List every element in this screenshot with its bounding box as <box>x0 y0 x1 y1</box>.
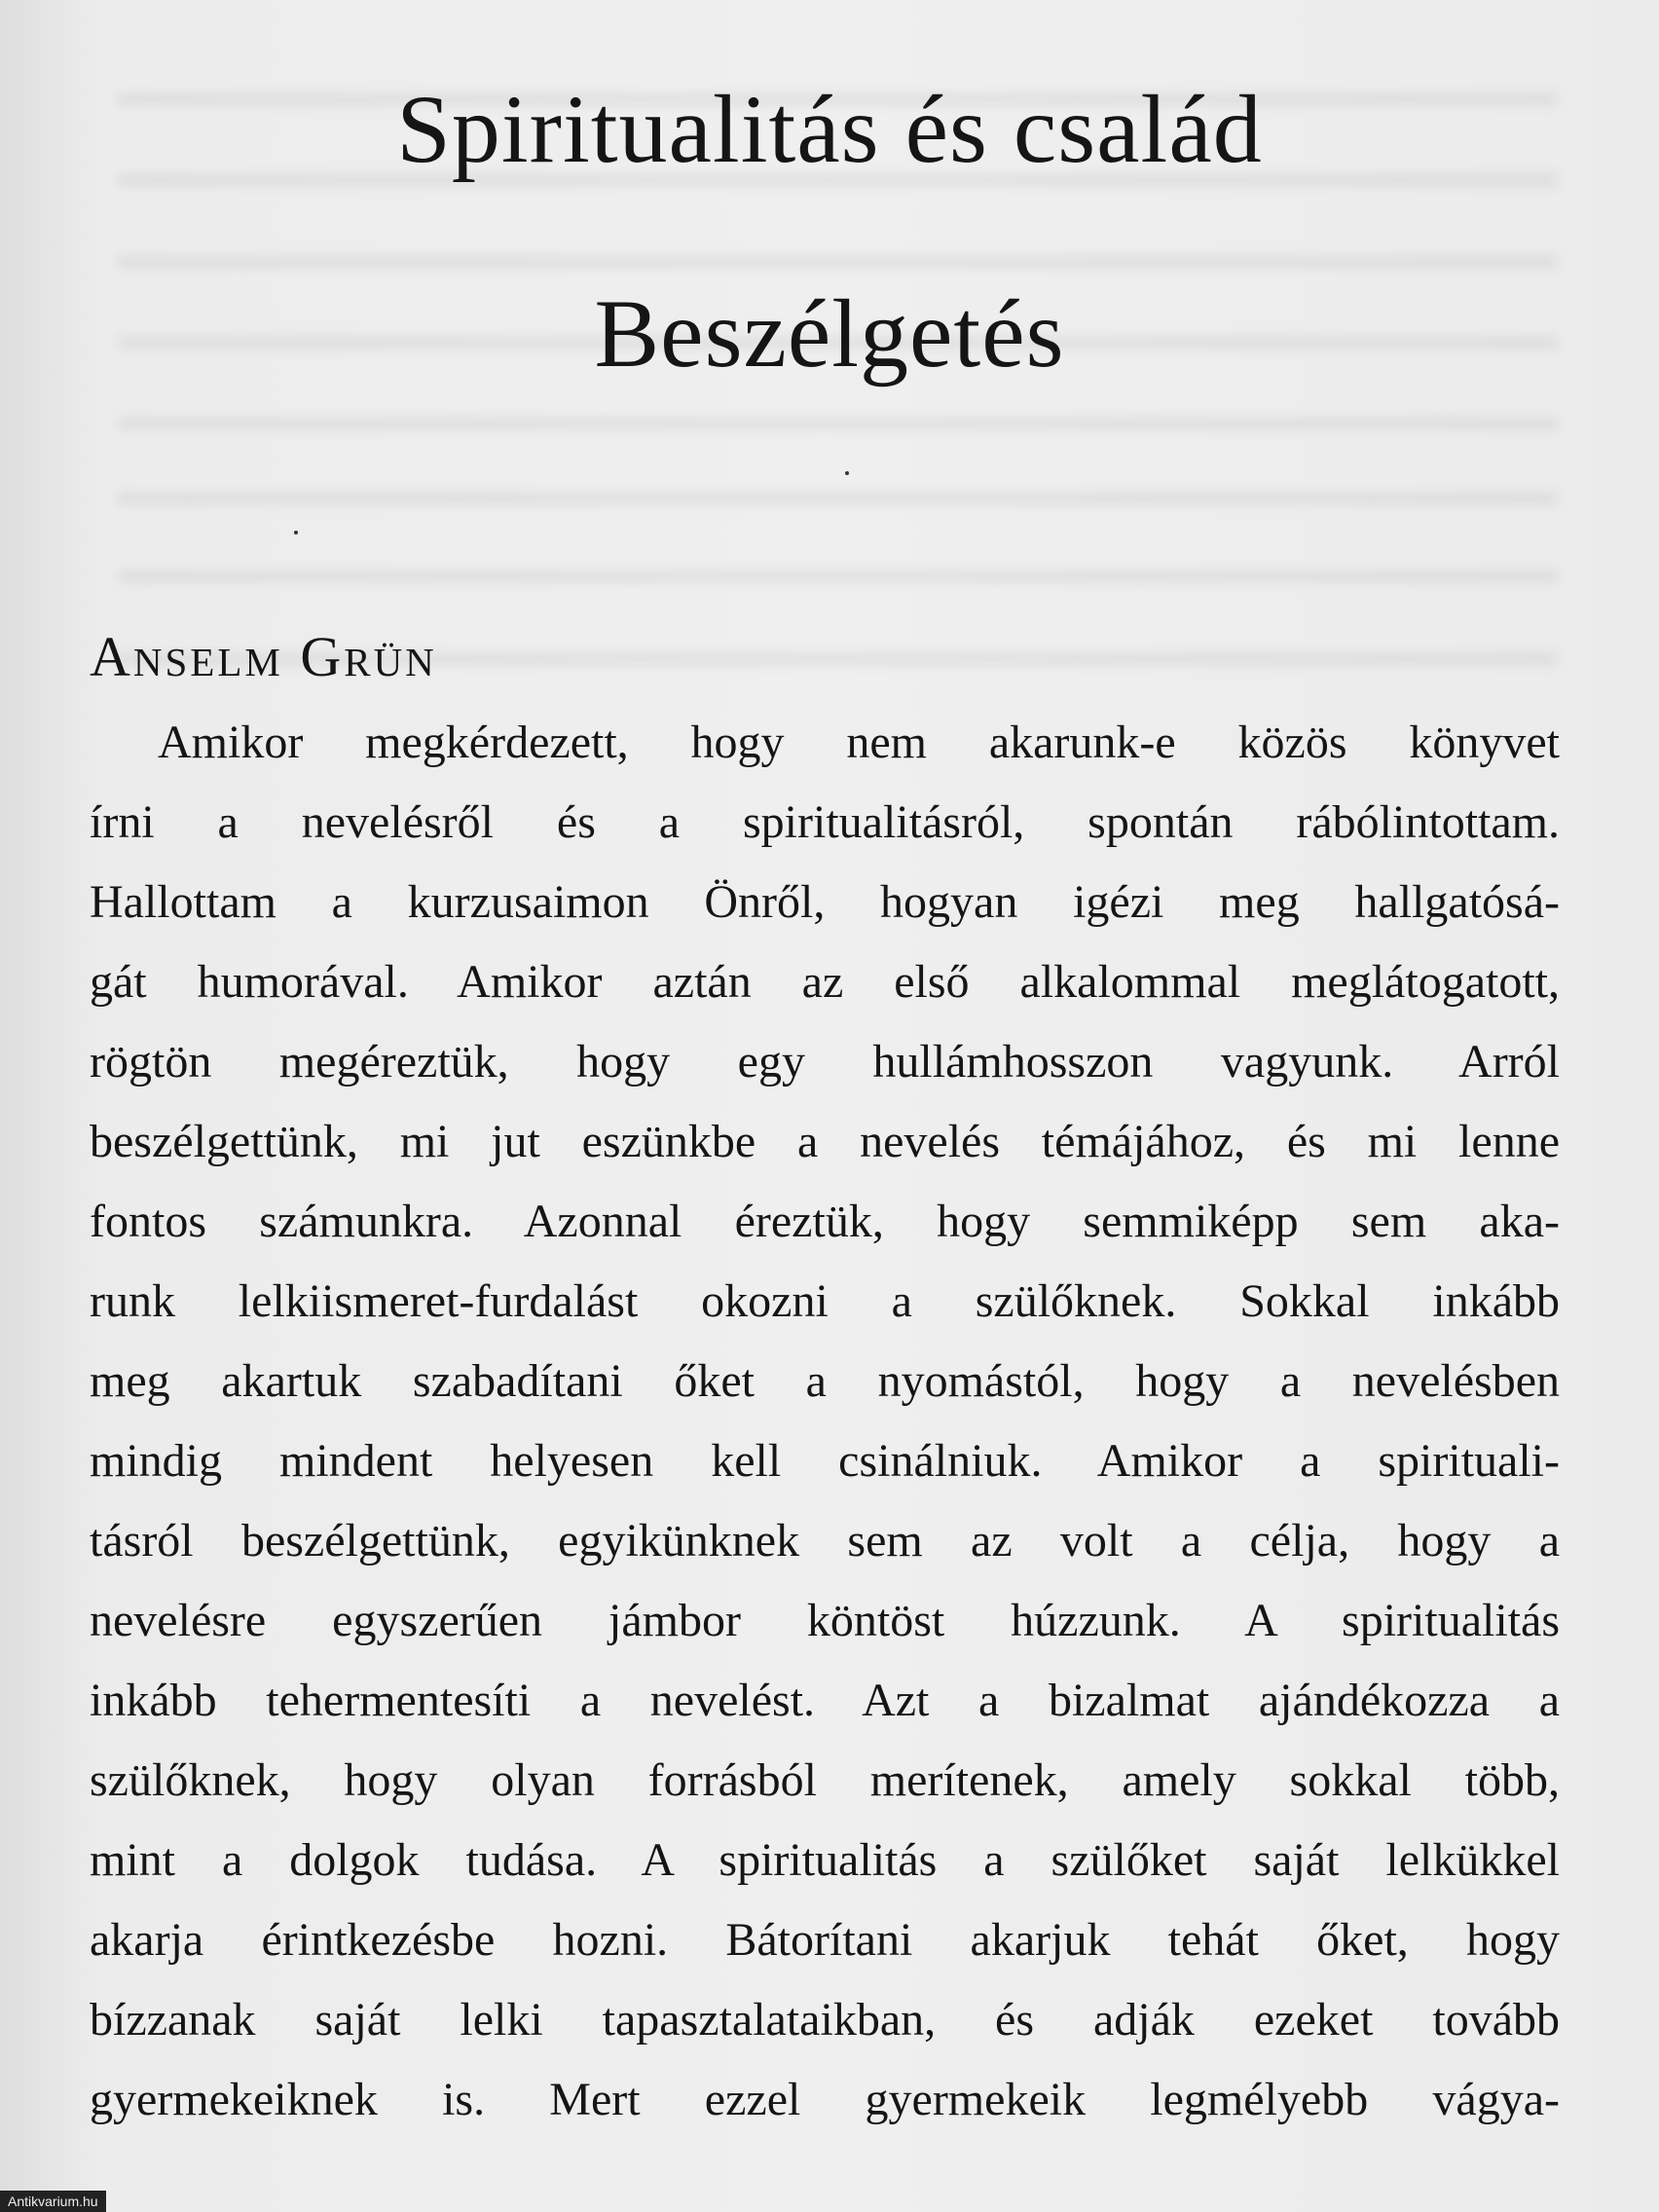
chapter-title: Spiritualitás és család <box>396 75 1263 183</box>
text-line: írni a nevelésről és a spiritualitásról, spontán rábólintottam. <box>90 796 1560 848</box>
author-heading: Anselm Grün <box>90 625 437 688</box>
chapter-subtitle: Beszélgetés <box>594 279 1065 387</box>
watermark: Antikvarium.hu <box>0 2191 106 2212</box>
text-line: tásról beszélgettünk, egyikünknek sem az volt a célja, hogy a <box>90 1515 1560 1567</box>
text-line: mindig mindent helyesen kell csinálniuk. Amikor a spirituali- <box>90 1435 1560 1487</box>
text-line: gyermekeiknek is. Mert ezzel gyermekeik legmélyebb vágya- <box>90 2074 1560 2125</box>
text-line: meg akartuk szabadítani őket a nyomástól, hogy a nevelésben <box>90 1355 1560 1407</box>
speck <box>845 471 849 475</box>
body-paragraph <box>90 703 1560 2140</box>
text-line: inkább tehermentesíti a nevelést. Azt a bizalmat ajándékozza a <box>90 1675 1560 1726</box>
text-line: Hallottam a kurzusaimon Önről, hogyan igézi meg hallgatósá- <box>90 876 1560 928</box>
text-line: mint a dolgok tudása. A spiritualitás a szülőket saját lelkükkel <box>90 1834 1560 1886</box>
text-line: bízzanak saját lelki tapasztalataikban, és adják ezeket tovább <box>90 1994 1560 2046</box>
text-line: beszélgettünk, mi jut eszünkbe a nevelés témájához, és mi lenne <box>90 1116 1560 1167</box>
text-line: runk lelkiismeret-furdalást okozni a szülőknek. Sokkal inkább <box>90 1275 1560 1327</box>
text-line: Amikor megkérdezett, hogy nem akarunk-e közös könyvet <box>158 717 1560 768</box>
text-line: fontos számunkra. Azonnal éreztük, hogy semmiképp sem aka- <box>90 1196 1560 1247</box>
text-line: akarja érintkezésbe hozni. Bátorítani akarjuk tehát őket, hogy <box>90 1914 1560 1966</box>
text-line: gát humorával. Amikor aztán az első alkalommal meglátogatott, <box>90 956 1560 1008</box>
text-line: rögtön megéreztük, hogy egy hullámhosszon vagyunk. Arról <box>90 1036 1560 1088</box>
text-line: nevelésre egyszerűen jámbor köntöst húzzunk. A spiritualitás <box>90 1595 1560 1646</box>
text-line: szülőknek, hogy olyan forrásból merítenek, amely sokkal több, <box>90 1754 1560 1806</box>
speck <box>294 531 298 535</box>
